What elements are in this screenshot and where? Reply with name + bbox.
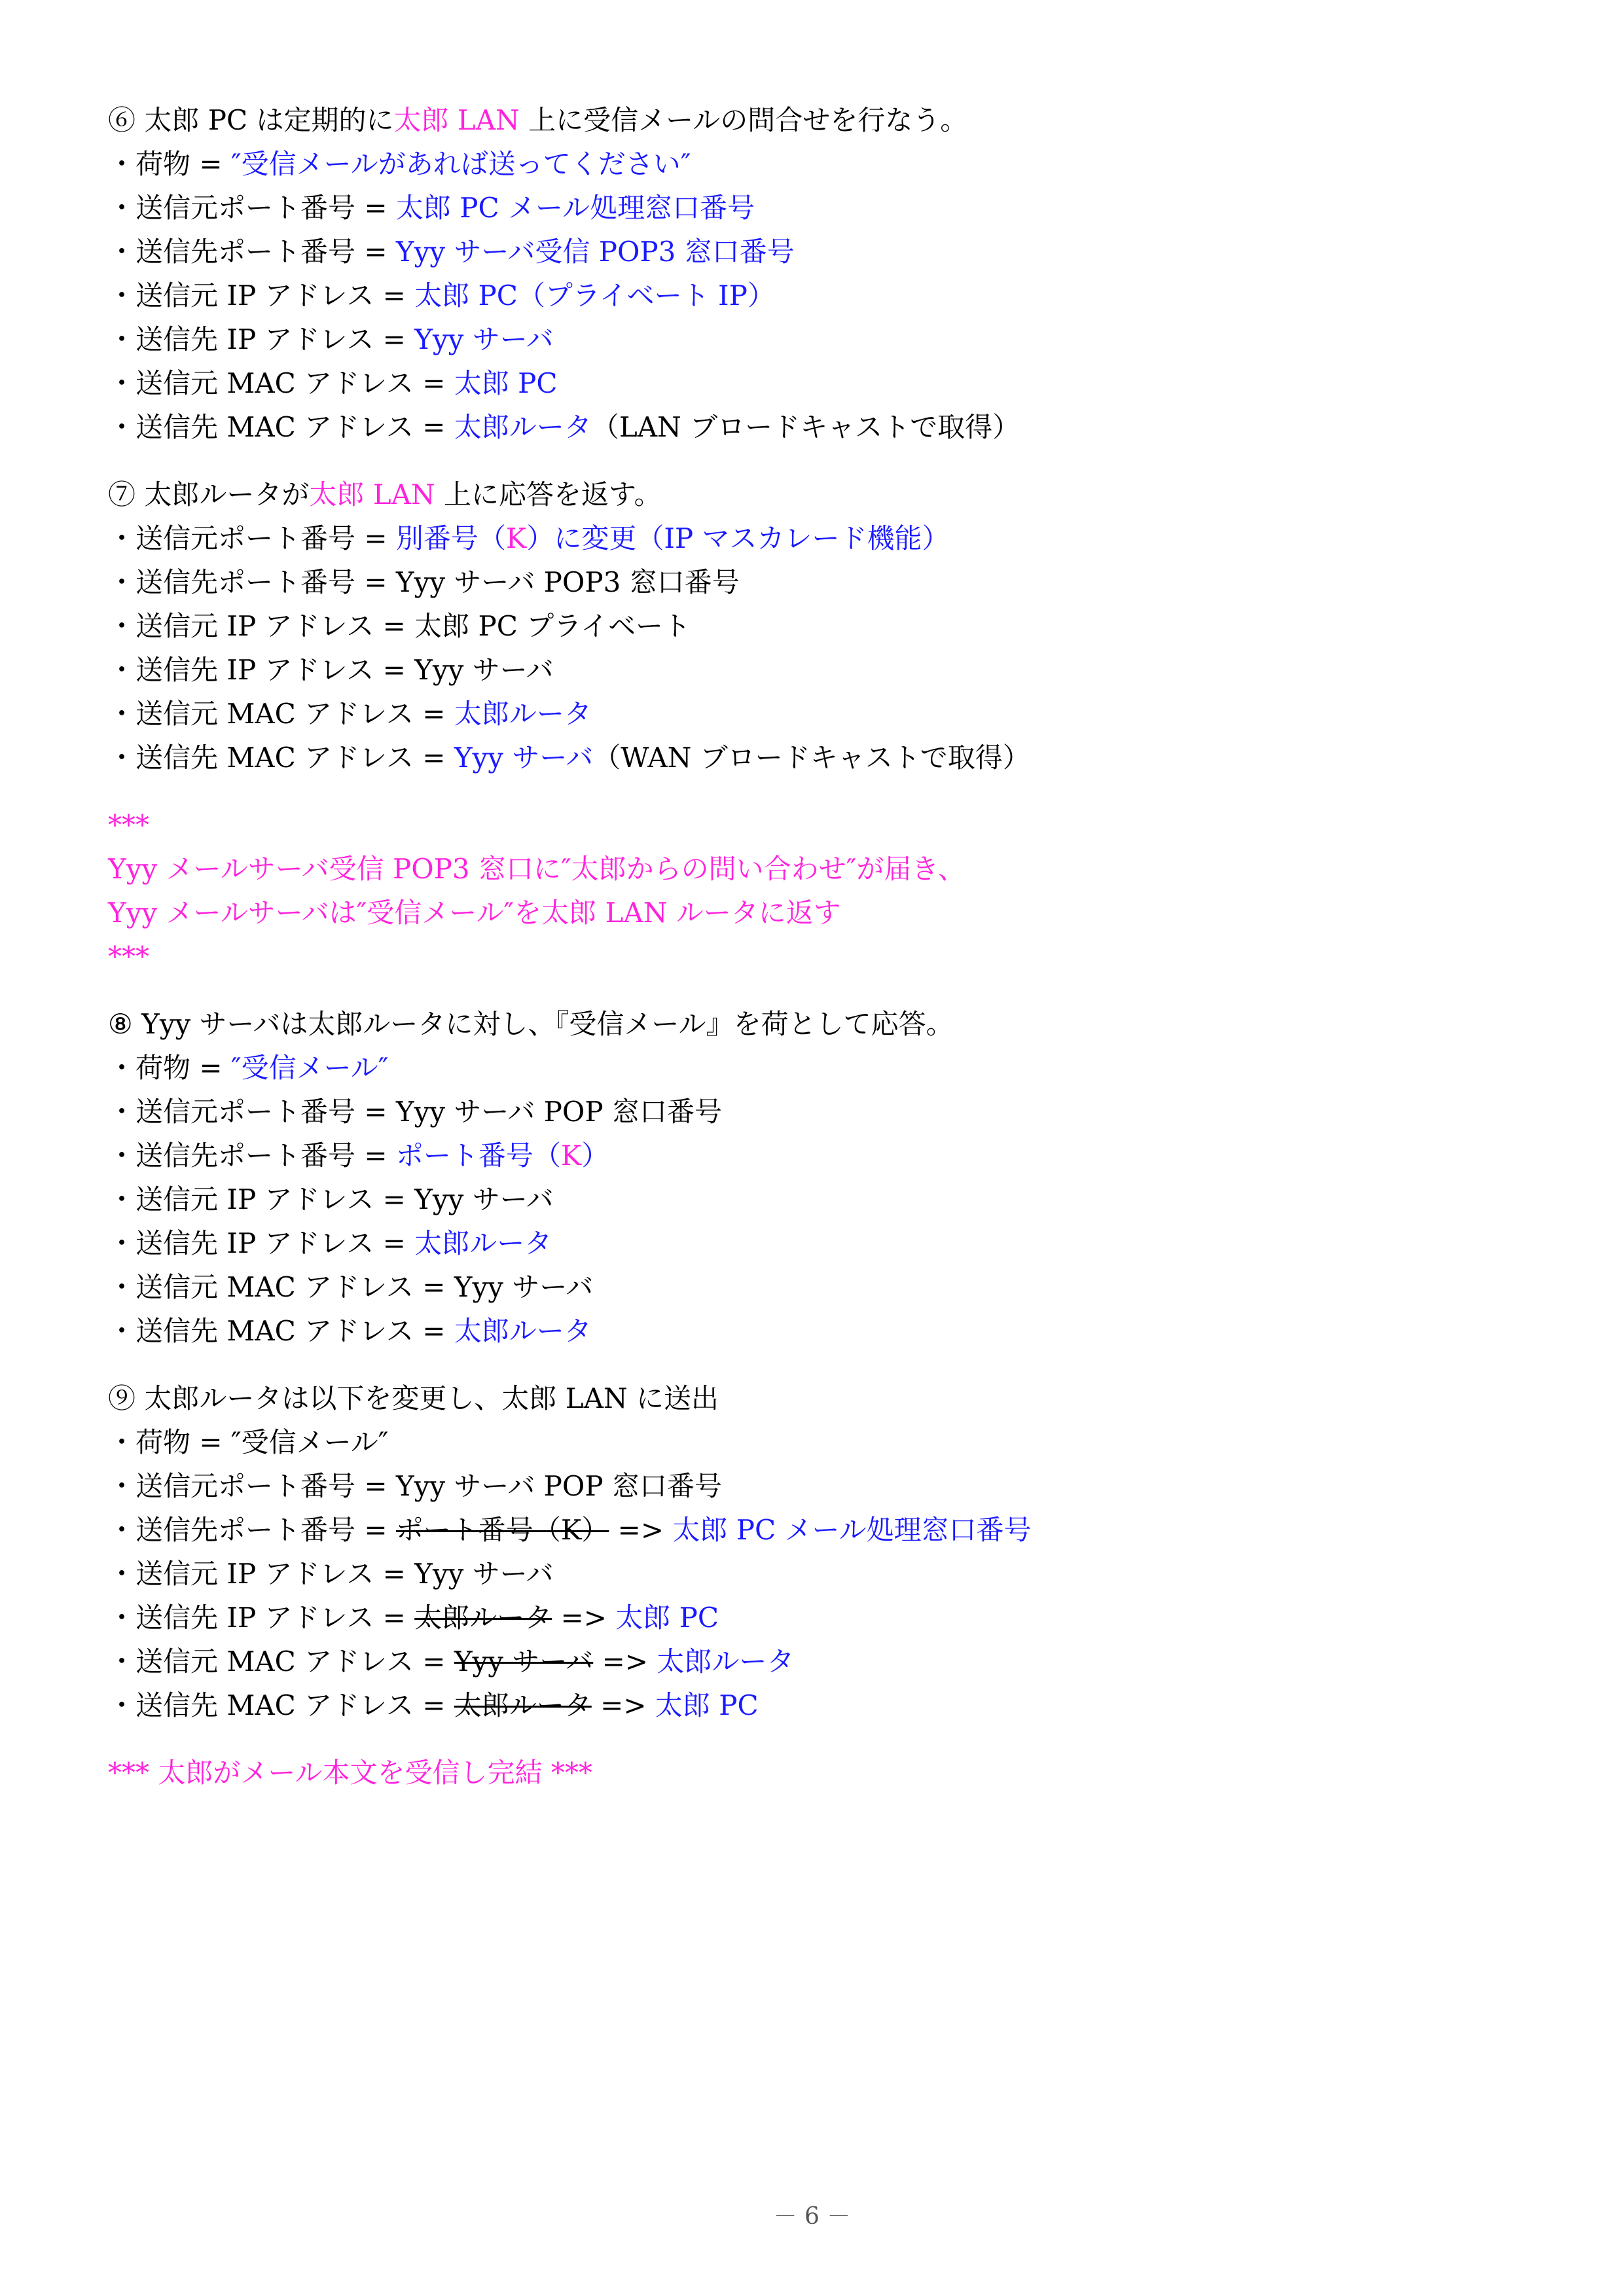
text-segment: Yyy メールサーバ受信 POP3 窓口に″太郎からの問い合わせ″が届き、 [108,853,965,885]
text-segment: ・送信元 IP アドレス = Yyy サーバ [108,1558,554,1590]
text-line [108,891,1515,935]
text-segment: ・荷物 = [108,148,231,180]
section-2 [108,473,1515,780]
text-segment: Yyy メールサーバは″受信メール″を太郎 LAN ルータに返す [108,897,841,929]
text-segment: ″受信メール″ [230,1052,389,1084]
section-1 [108,98,1515,449]
text-segment: ・送信先 IP アドレス = [108,1227,415,1259]
text-segment: => [552,1602,616,1634]
text-segment: ・送信先 MAC アドレス = [108,411,454,443]
text-segment: => [593,1645,657,1677]
text-line [108,317,1515,361]
section-5 [108,1376,1515,1727]
text-segment: ″受信メールがあれば送ってください″ [230,148,691,180]
text-segment: ）に変更（IP マスカレード機能） [526,522,950,554]
text-segment: ） [581,1139,609,1172]
text-line [108,847,1515,891]
text-line [108,1596,1515,1640]
text-segment: 太郎 LAN [309,478,435,511]
text-segment: Yyy サーバ受信 POP3 窓口番号 [395,236,795,268]
text-line [108,1090,1515,1134]
text-segment: ・送信元 IP アドレス = [108,279,415,312]
text-segment: ・送信元 MAC アドレス = [108,367,454,399]
text-segment: Yyy サーバ [414,323,554,355]
text-line [108,98,1515,142]
text-segment: 太郎ルータ [414,1227,552,1259]
text-line [108,405,1515,449]
text-line [108,1420,1515,1464]
text-line [108,648,1515,692]
text-line [108,1683,1515,1727]
text-segment: ・送信先 MAC アドレス = [108,1315,454,1347]
text-segment: ・送信元ポート番号 = [108,522,396,554]
text-segment: 太郎ルータ [454,698,592,730]
text-segment: *** [108,941,149,973]
text-segment: ・送信元 IP アドレス = Yyy サーバ [108,1183,554,1215]
text-segment: ・送信元 IP アドレス = 太郎 PC プライベート [108,610,691,642]
text-segment: 別番号（ [395,522,506,554]
text-segment: *** 太郎がメール本文を受信し完結 *** [108,1757,592,1789]
text-segment: K [505,522,527,554]
text-segment: ・送信元 MAC アドレス = [108,1645,454,1677]
text-segment: => [609,1514,673,1546]
text-line [108,473,1515,516]
text-segment: ・送信先 IP アドレス = Yyy サーバ [108,654,554,686]
section-3 [108,803,1515,978]
text-segment: ・送信先 IP アドレス = [108,1602,415,1634]
text-line [108,1002,1515,1046]
text-segment: ・送信先ポート番号 = [108,1514,396,1546]
text-segment: 太郎 LAN [393,104,520,136]
text-line [108,1177,1515,1221]
text-line [108,1265,1515,1309]
text-segment: ⑨ 太郎ルータは以下を変更し、太郎 LAN に送出 [108,1382,719,1414]
text-line [108,361,1515,405]
text-segment: 上に受信メールの問合せを行なう。 [519,104,968,136]
text-line [108,1134,1515,1177]
struck-text: 太郎ルータ [414,1602,552,1634]
text-segment: ⑧ Yyy サーバは太郎ルータに対し、『受信メール』を荷として応答。 [108,1008,954,1040]
text-segment: 太郎 PC [615,1602,719,1634]
text-line [108,560,1515,604]
text-segment: ・送信先ポート番号 = Yyy サーバ POP3 窓口番号 [108,566,740,598]
struck-text: Yyy サーバ [454,1645,594,1677]
text-line [108,1640,1515,1683]
text-segment: ・荷物 = ″受信メール″ [108,1426,389,1458]
text-segment: 太郎ルータ [454,411,592,443]
text-segment: 太郎 PC メール処理窓口番号 [395,192,755,224]
text-segment: ・送信先ポート番号 = [108,1139,396,1172]
text-line [108,1046,1515,1090]
text-segment: ⑦ 太郎ルータが [108,478,310,511]
text-segment: Yyy サーバ [454,742,594,774]
text-line [108,230,1515,274]
text-segment: 上に応答を返す。 [435,478,662,511]
text-segment: 太郎 PC（プライベート IP） [414,279,775,312]
text-line [108,803,1515,847]
text-segment: 太郎ルータ [657,1645,795,1677]
text-line [108,604,1515,648]
text-segment: ・送信元 MAC アドレス = [108,698,454,730]
text-segment: 太郎 PC [454,367,558,399]
text-segment: K [560,1139,582,1172]
text-segment: （WAN ブロードキャストで取得） [593,742,1030,774]
text-line [108,186,1515,230]
text-line [108,516,1515,560]
struck-text: ポート番号（K） [395,1514,609,1546]
text-segment: ・送信元ポート番号 = [108,192,396,224]
struck-text: 太郎ルータ [454,1689,592,1721]
page-number: － 6 － [773,2203,851,2230]
text-line [108,1221,1515,1265]
text-line [108,1508,1515,1552]
text-segment: ・荷物 = [108,1052,231,1084]
text-line [108,142,1515,186]
text-segment: ・送信先ポート番号 = [108,236,396,268]
text-line [108,274,1515,317]
text-segment: 太郎ルータ [454,1315,592,1347]
text-segment: ・送信元ポート番号 = Yyy サーバ POP 窓口番号 [108,1470,722,1502]
section-gap [108,780,1515,803]
text-line [108,1376,1515,1420]
text-segment: *** [108,809,149,841]
section-gap [108,978,1515,1002]
text-segment: ・送信先 MAC アドレス = [108,742,454,774]
text-segment: 太郎 PC [655,1689,759,1721]
section-gap [108,1727,1515,1751]
section-4 [108,1002,1515,1353]
text-segment: => [591,1689,655,1721]
document-page [108,98,1515,1795]
text-line [108,736,1515,780]
text-segment: ポート番号（ [395,1139,561,1172]
text-segment: ・送信元ポート番号 = Yyy サーバ POP 窓口番号 [108,1096,722,1128]
text-segment: 太郎 PC メール処理窓口番号 [672,1514,1032,1546]
text-segment: ・送信先 MAC アドレス = [108,1689,454,1721]
text-line [108,1552,1515,1596]
section-gap [108,449,1515,473]
section-gap [108,1353,1515,1376]
text-line [108,1464,1515,1508]
text-line [108,692,1515,736]
text-segment: （LAN ブロードキャストで取得） [591,411,1020,443]
text-line [108,935,1515,978]
text-line [108,1309,1515,1353]
text-segment: ⑥ 太郎 PC は定期的に [108,104,394,136]
text-segment: ・送信元 MAC アドレス = Yyy サーバ [108,1271,594,1303]
text-line [108,1751,1515,1795]
text-segment: ・送信先 IP アドレス = [108,323,415,355]
section-6 [108,1751,1515,1795]
